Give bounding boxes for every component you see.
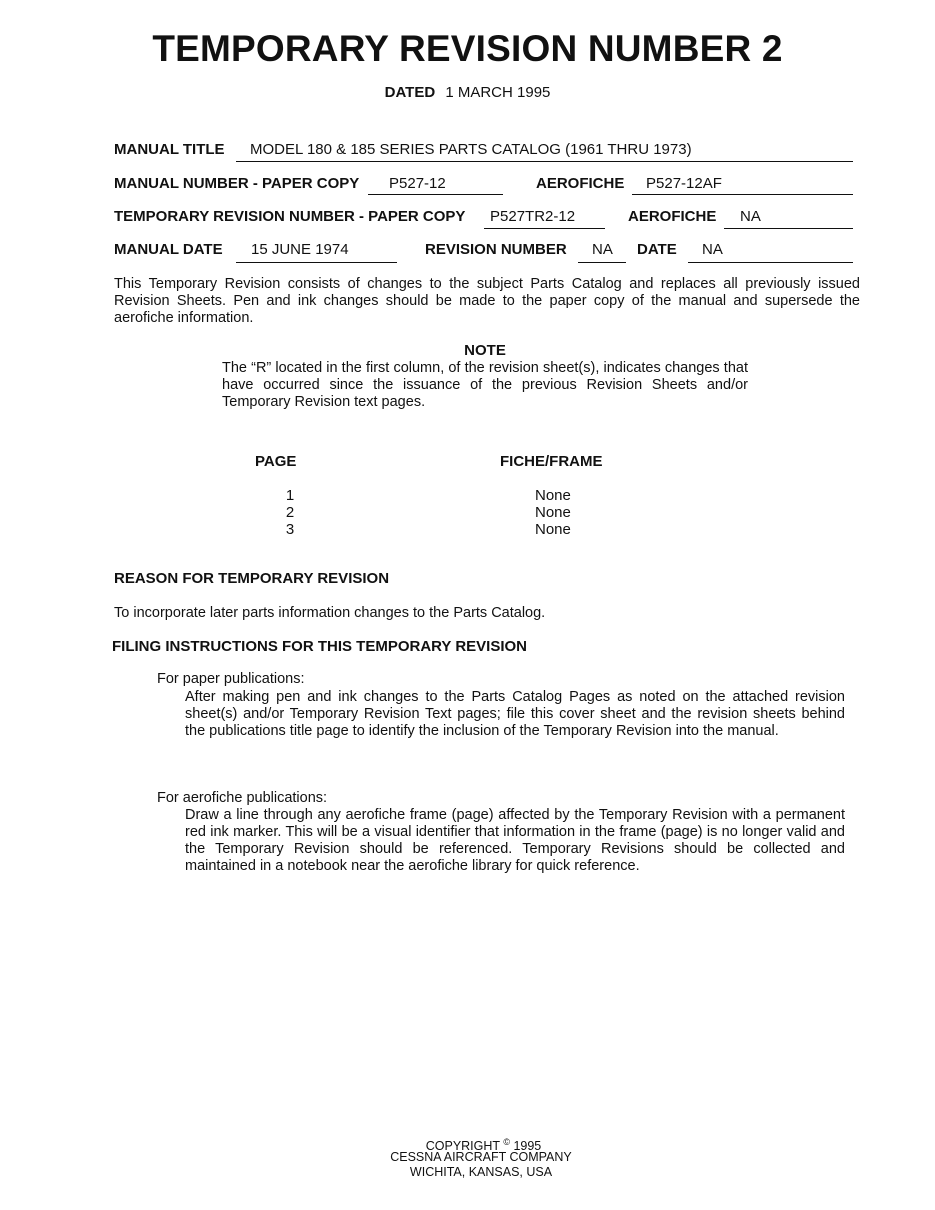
date-underline — [688, 262, 853, 263]
note-heading: NOTE — [464, 342, 506, 359]
reason-text: To incorporate later parts information changes to the Parts Catalog. — [114, 605, 546, 621]
date-label: DATE — [637, 241, 677, 258]
dated-label: DATED — [384, 84, 436, 101]
copyright-word: COPYRIGHT — [425, 1139, 500, 1154]
copyright-symbol: © — [503, 1137, 510, 1147]
dated-line — [0, 84, 935, 101]
revision-number-value: NA — [592, 241, 613, 258]
copyright-year: 1995 — [513, 1139, 542, 1154]
table-row-page: 2 — [285, 504, 295, 521]
aerofiche-label-1: AEROFICHE — [536, 175, 625, 192]
table-row-fiche: None — [535, 521, 571, 538]
manual-number-label: MANUAL NUMBER - PAPER COPY — [114, 175, 360, 192]
company-name: CESSNA AIRCRAFT COMPANY — [390, 1150, 572, 1164]
paper-publications-label: For paper publications: — [157, 671, 305, 687]
page-title: TEMPORARY REVISION NUMBER 2 — [152, 28, 783, 69]
aerofiche-label-2: AEROFICHE — [628, 208, 717, 225]
dated-value: 1 MARCH 1995 — [445, 84, 551, 101]
company-location: WICHITA, KANSAS, USA — [409, 1165, 553, 1179]
table-header-page: PAGE — [255, 453, 297, 470]
table-header-fiche: FICHE/FRAME — [500, 453, 603, 470]
tr-number-underline — [484, 228, 605, 229]
manual-date-underline — [236, 262, 397, 263]
table-row-page: 3 — [285, 521, 295, 538]
manual-date-value: 15 JUNE 1974 — [251, 241, 349, 258]
reason-heading: REASON FOR TEMPORARY REVISION — [114, 570, 390, 587]
tr-number-label: TEMPORARY REVISION NUMBER - PAPER COPY — [114, 208, 466, 225]
manual-number-underline — [368, 194, 503, 195]
manual-date-label: MANUAL DATE — [114, 241, 223, 258]
filing-heading: FILING INSTRUCTIONS FOR THIS TEMPORARY REVISION — [112, 638, 528, 655]
tr-number-value: P527TR2-12 — [490, 208, 576, 225]
date-value: NA — [702, 241, 723, 258]
intro-paragraph: This Temporary Revision consists of changes to the subject Parts Catalog and replaces all previously issued Revision Sheets. Pen and ink changes should be made to the paper copy of the manual and supersede the aerofiche information. — [114, 276, 860, 326]
aerofiche-publications-label: For aerofiche publications: — [157, 790, 328, 806]
aerofiche-value-2: NA — [740, 208, 761, 225]
note-text: The “R” located in the first column, of the revision sheet(s), indicates changes that have occurred since the issuance of the previous Revision Sheets and/or Temporary Revision text pages. — [222, 360, 748, 410]
manual-title-label: MANUAL TITLE — [114, 141, 225, 158]
table-row-fiche: None — [535, 504, 571, 521]
manual-title-value: MODEL 180 & 185 SERIES PARTS CATALOG (1961 THRU 1973) — [250, 141, 692, 158]
aerofiche-publications-text: Draw a line through any aerofiche frame (page) affected by the Temporary Revision with a permanent red ink marker. This will be a visual identifier that information in the frame (page) is no longer valid and the Temporary Revision should be referenced. Temporary Revisions should be collected and maintained in a notebook near the aerofiche library for quick reference. — [185, 807, 845, 874]
aerofiche-value-1: P527-12AF — [646, 175, 722, 192]
revision-number-underline — [578, 262, 626, 263]
manual-number-value: P527-12 — [389, 175, 446, 192]
paper-publications-text: After making pen and ink changes to the Parts Catalog Pages as noted on the attached revision sheet(s) and/or Temporary Revision Text pages; file this cover sheet and the revision sheets behind the publications title page to identify the inclusion of the Temporary Revision into the manual. — [185, 689, 845, 739]
manual-title-underline — [236, 161, 853, 162]
aerofiche-underline-2 — [724, 228, 853, 229]
aerofiche-underline-1 — [632, 194, 853, 195]
revision-number-label: REVISION NUMBER — [425, 241, 567, 258]
table-row-fiche: None — [535, 487, 571, 504]
table-row-page: 1 — [285, 487, 295, 504]
